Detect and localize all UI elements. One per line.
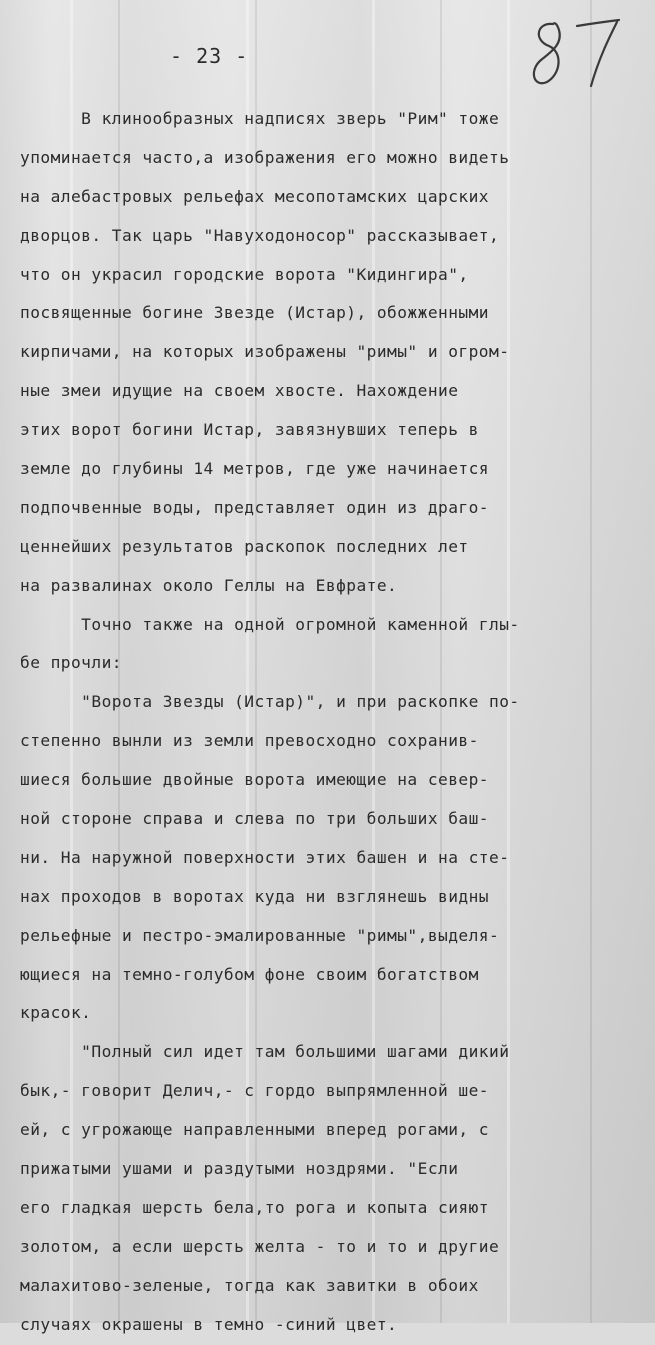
text-line: его гладкая шерсть бела,то рога и копыта сияют — [20, 1197, 490, 1217]
text-line: В клинообразных надписях зверь "Рим" тоже — [20, 109, 500, 128]
text-line: ни. На наружной поверхности этих башен и на сте- — [20, 847, 510, 867]
text-line: нах проходов в воротах куда ни взглянешь видны — [20, 886, 490, 906]
text-line: степенно вынли из земли превосходно сохранив- — [20, 731, 479, 751]
text-line: земле до глубины 14 метров, где уже начинается — [20, 459, 490, 479]
text-line: бе прочли: — [20, 653, 122, 673]
text-line: золотом, а если шерсть желта - то и то и другие — [20, 1236, 500, 1256]
text-line: шиеся большие двойные ворота имеющие на север- — [20, 770, 490, 790]
text-line: бык,- говорит Делич,- с гордо выпрямленной ше- — [20, 1081, 490, 1101]
text-line: ющиеся на темно-голубом фоне своим богатством — [20, 964, 479, 984]
text-line: "Полный сил идет там большими шагами дикий — [20, 1042, 510, 1062]
text-line: рельефные и пестро-эмалированные "римы",выделя- — [20, 925, 500, 945]
text-line: ные змеи идущие на своем хвосте. Нахождение — [20, 381, 459, 401]
text-line: упоминается часто,а изображения его можно видеть — [20, 147, 510, 167]
text-line: прижатыми ушами и раздутыми ноздрями. "Если — [20, 1159, 459, 1179]
text-line: что он украсил городские ворота "Кидингира", — [20, 264, 469, 284]
handwritten-page-number — [525, 16, 627, 94]
text-line: на алебастровых рельефах месопотамских царских — [20, 186, 490, 206]
text-line: подпочвенные воды, представляет один из драго- — [20, 497, 490, 517]
document-body — [20, 100, 645, 1345]
text-line: на развалинах около Геллы на Евфрате. — [20, 575, 398, 595]
text-line: этих ворот богини Истар, завязнувших теперь в — [20, 420, 479, 440]
text-line: "Ворота Звезды (Истар)", и при раскопке по- — [20, 692, 520, 712]
text-line: ной стороне справа и слева по три больших баш- — [20, 809, 490, 829]
text-line: малахитово-зеленые, тогда как завитки в обоих — [20, 1275, 479, 1295]
text-line: посвященные богине Звезде (Истар), обожженными — [20, 303, 490, 323]
text-line: красок. — [20, 1003, 92, 1023]
text-line: Точно также на одной огромной каменной глы- — [20, 614, 520, 634]
text-line: ей, с угрожающе направленными вперед рогами, с — [20, 1120, 490, 1140]
text-line: дворцов. Так царь "Навуходоносор" рассказывает, — [20, 225, 500, 245]
text-line: кирпичами, на которых изображены "римы" и огром- — [20, 342, 510, 362]
page-number: - 23 - — [170, 44, 249, 68]
text-line: случаях окрашены в темно -синий цвет. — [20, 1314, 398, 1334]
text-line: ценнейших результатов раскопок последних лет — [20, 536, 469, 556]
